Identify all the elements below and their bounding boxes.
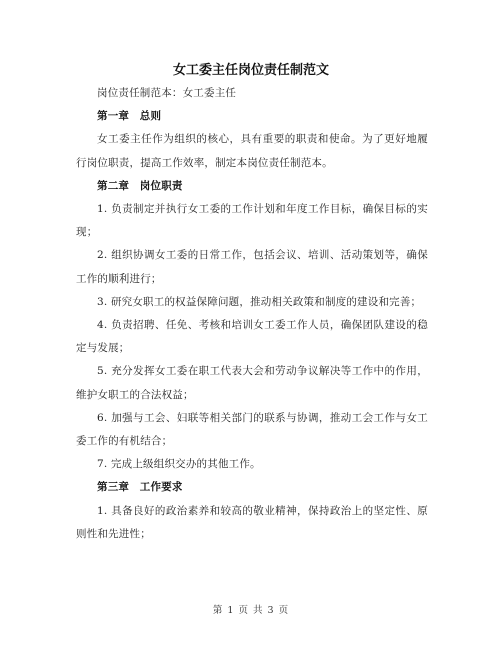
chapter-2-item-3: 3. 研究女职工的权益保障问题，推动相关政策和制度的建设和完善；	[97, 295, 422, 308]
chapter-2-item-6: 6. 加强与工会、妇联等相关部门的联系与协调，推动工会工作与女工委工作的有机结合；	[76, 411, 428, 448]
chapter-1-heading: 第一章 总则	[97, 110, 162, 123]
chapter-2-item-4: 4. 负责招聘、任免、考核和培训女工委工作人员，确保团队建设的稳定与发展；	[76, 319, 428, 355]
chapter-2-item-2: 2. 组织协调女工委的日常工作，包括会议、培训、活动策划等，确保工作的顺利进行；	[76, 249, 428, 285]
chapter-3-item-1: 1. 具备良好的政治素养和较高的敬业精神，保持政治上的坚定性、原则性和先进性；	[76, 504, 428, 540]
page-number-footer: 第 1 页 共 3 页	[212, 605, 290, 616]
chapter-1-paragraph: 女工委主任作为组织的核心，具有重要的职责和使命。为了更好地履行岗位职责，提高工作效率，制定本岗位责任制范本。	[76, 133, 428, 169]
document-body	[76, 82, 428, 546]
chapter-3-heading: 第三章 工作要求	[97, 481, 183, 494]
document-title: 女工委主任岗位责任制范文	[172, 63, 329, 78]
chapter-2-heading: 第二章 岗位职责	[97, 179, 183, 192]
chapter-2-item-1: 1. 负责制定并执行女工委的工作计划和年度工作目标，确保目标的实现；	[76, 203, 428, 239]
chapter-2-item-5: 5. 充分发挥女工委在职工代表大会和劳动争议解决等工作中的作用，维护女职工的合法权益；	[76, 365, 428, 401]
chapter-2-item-7: 7. 完成上级组织交办的其他工作。	[97, 458, 261, 471]
document-subtitle: 岗位责任制范本：女工委主任	[97, 87, 237, 99]
